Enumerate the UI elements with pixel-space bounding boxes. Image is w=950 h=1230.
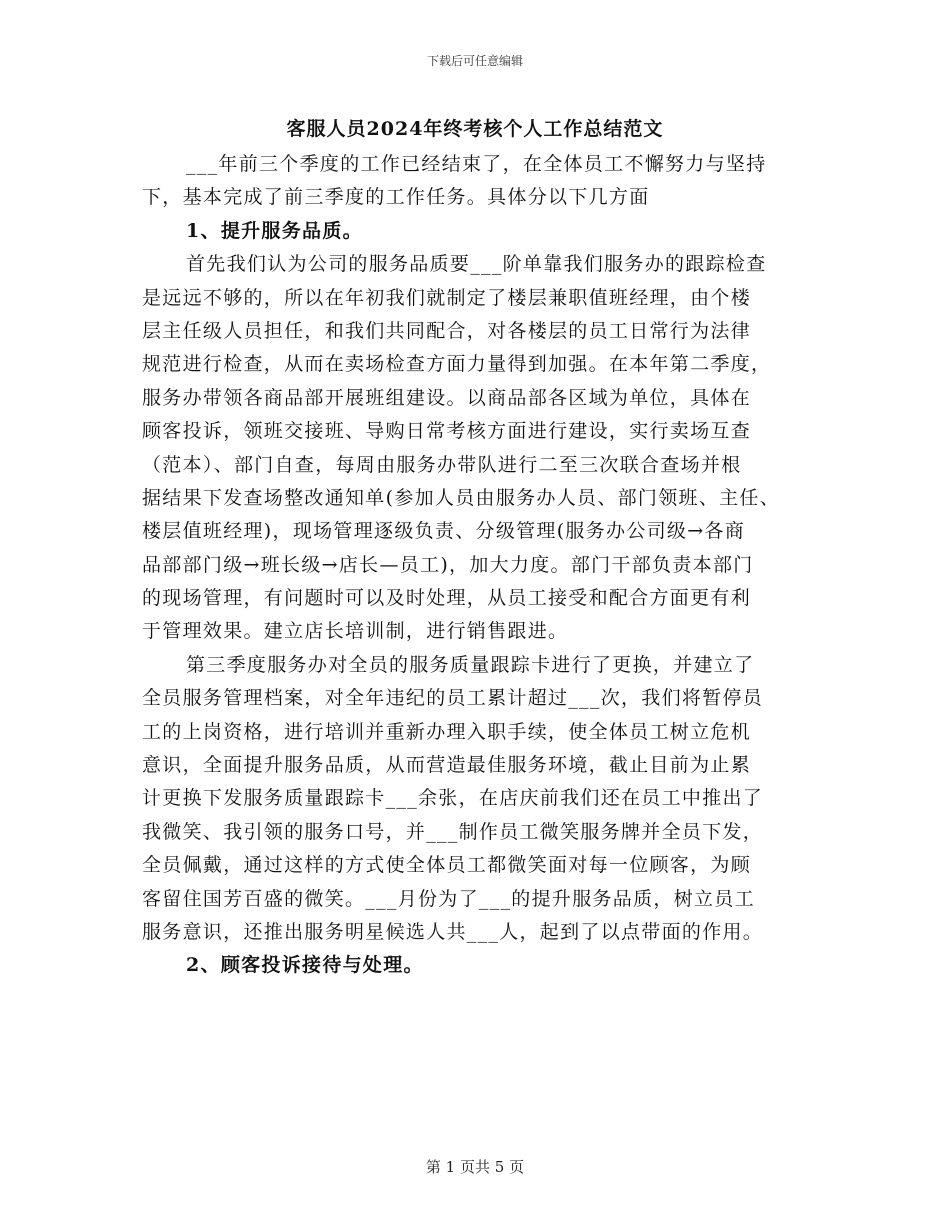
text-line: 规范进行检查，从而在卖场检查方面力量得到加强。在本年第二季度， <box>142 353 772 376</box>
text-line: 楼层值班经理)，现场管理逐级负责、分级管理(服务办公司级→各商 <box>142 520 746 543</box>
text-line: 我微笑、我引领的服务口号，并___制作员工微笑服务牌并全员下发， <box>142 820 764 843</box>
text-line: 全员服务管理档案，对全年违纪的员工累计超过___次，我们将暂停员 <box>142 687 764 710</box>
text-line: 计更换下发服务质量跟踪卡___余张，在店庆前我们还在员工中推出了 <box>142 787 764 810</box>
document-body <box>142 148 822 983</box>
text-line: （范本）、部门自查，每周由服务办带队进行二至三次联合查场并根 <box>142 453 742 476</box>
document-title: 客服人员2024年终考核个人工作总结范文 <box>286 118 664 140</box>
text-line: 的现场管理，有问题时可以及时处理，从员工接受和配合方面更有利 <box>142 587 752 610</box>
text-line: 于管理效果。建立店长培训制，进行销售跟进。 <box>142 620 569 643</box>
text-line: 顾客投诉，领班交接班、导购日常考核方面进行建设，实行卖场互查 <box>142 420 752 443</box>
text-line: 全员佩戴，通过这样的方式使全体员工都微笑面对每一位顾客，为顾 <box>142 854 752 877</box>
section-heading: 1、提升服务品质。 <box>186 219 363 242</box>
page-footer: 第 1 页共 5 页 <box>425 1158 525 1176</box>
text-line: 工的上岗资格，进行培训并重新办理入职手续，使全体员工树立危机 <box>142 720 752 743</box>
text-line: 品部部门级→班长级→店长—员工)，加大力度。部门干部负责本部门 <box>142 553 754 576</box>
section-heading: 2、顾客投诉接待与处理。 <box>186 954 424 977</box>
text-line: 服务办带领各商品部开展班组建设。以商品部各区域为单位，具体在 <box>142 386 752 409</box>
text-line: 据结果下发查场整改通知单(参加人员由服务办人员、部门领班、主任、 <box>142 486 781 509</box>
page-header: 下载后可任意编辑 <box>426 54 523 68</box>
text-line: 第三季度服务办对全员的服务质量跟踪卡进行了更换，并建立了 <box>186 653 755 676</box>
text-line: 层主任级人员担任，和我们共同配合，对各楼层的员工日常行为法律 <box>142 319 752 342</box>
text-line: 是远远不够的，所以在年初我们就制定了楼层兼职值班经理，由个楼 <box>142 286 752 309</box>
text-line: 首先我们认为公司的服务品质要___阶单靠我们服务办的跟踪检查 <box>186 253 767 276</box>
text-line: ___年前三个季度的工作已经结束了，在全体员工不懈努力与坚持 <box>186 153 767 175</box>
text-line: 客留住国芳百盛的微笑。___月份为了___的提升服务品质，树立员工 <box>142 887 755 910</box>
text-line: 下，基本完成了前三季度的工作任务。具体分以下几方面 <box>142 186 650 209</box>
text-line: 服务意识，还推出服务明星候选人共___人，起到了以点带面的作用。 <box>142 920 764 943</box>
text-line: 意识，全面提升服务品质，从而营造最佳服务环境，截止目前为止累 <box>142 754 752 777</box>
